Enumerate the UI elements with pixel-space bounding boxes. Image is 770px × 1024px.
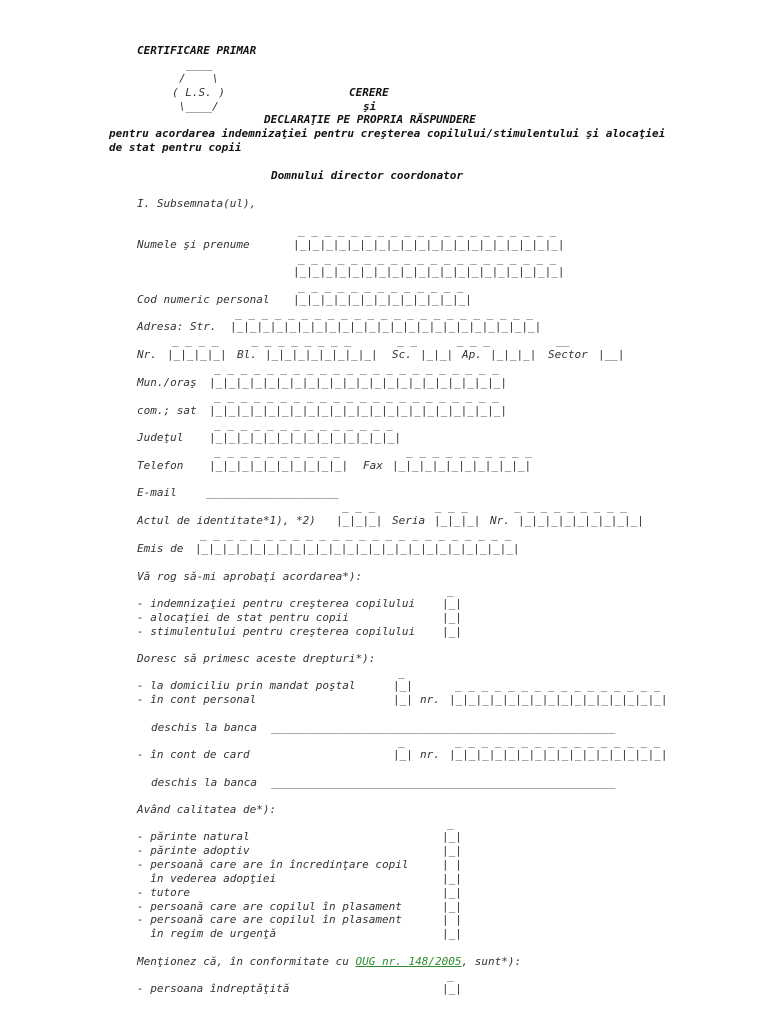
quality-incredintare: - persoană care are în încredinţare copil [137,858,409,871]
payment-cont-personal-label: - în cont personal [137,693,257,706]
emis-label: Emis de [137,542,184,555]
section-intro: I. Subsemnata(ul), [137,197,257,210]
quality-incredintare-cont: în vederea adopţiei [137,872,277,885]
card-boxes-top: _ _ _ _ _ _ _ _ _ _ _ _ _ _ _ _ [455,735,661,748]
quality-checkbox-incredintare[interactable]: | | [442,858,462,871]
address-label: Adresa: Str. [137,320,217,333]
mun-input[interactable]: |_|_|_|_|_|_|_|_|_|_|_|_|_|_|_|_|_|_|_|_|_|_| [209,376,508,389]
judet-label: Judeţul [137,431,184,444]
quality-tutore: - tutore [137,886,190,899]
com-boxes-top: _ _ _ _ _ _ _ _ _ _ _ _ _ _ _ _ _ _ _ _ _ _ [214,390,499,403]
mun-label: Mun./oraş [137,376,197,389]
subject-line-1: pentru acordarea indemnizaţiei pentru creşterea copilului/stimulentului şi alocaţiei [109,127,666,140]
persoana-checkbox[interactable]: |_| [442,982,462,995]
seria-label: Seria [392,514,426,527]
quality-title: Având calitatea de*): [137,803,277,816]
quality-checkbox-tutore[interactable]: |_| [442,886,462,899]
cont-personal-nr-input[interactable]: |_|_|_|_|_|_|_|_|_|_|_|_|_|_|_|_| [449,693,668,706]
card-box-top: _ [398,735,405,748]
banca-label-2: deschis la banca [151,776,257,789]
persoana-box-top: _ [447,969,454,982]
cont-personal-nr-label: nr. [420,693,440,706]
quality-checkbox-adoptie[interactable]: |_| [442,872,462,885]
request-item-stimulent: - stimulentului pentru creşterea copilului [137,625,416,638]
mandat-box-top: _ [398,666,405,679]
quality-parinte-adoptiv: - părinte adoptiv [137,844,250,857]
quality-regim-urgenta: în regim de urgenţă [137,927,277,940]
cerere-title: CERERE [349,86,389,99]
street-boxes-top: _ _ _ _ _ _ _ _ _ _ _ _ _ _ _ _ _ _ _ _ _ _ _ [235,307,534,320]
nr-label: Nr. [137,348,157,361]
judet-boxes-top: _ _ _ _ _ _ _ _ _ _ _ _ _ _ [214,418,393,431]
quality-checkbox-parinte-natural[interactable]: |_| [442,830,462,843]
payment-cont-card-label: - în cont de card [137,748,250,761]
payment-title: Doresc să primesc aceste drepturi*): [137,652,376,665]
quality-plasament: - persoană care are copilul în plasament [137,900,402,913]
bl-label: Bl. [237,348,257,361]
seria-input[interactable]: |_|_|_| [434,514,481,527]
request-title: Vă rog să-mi aprobaţi acordarea*): [137,570,363,583]
bl-input[interactable]: |_|_|_|_|_|_|_|_| [265,348,378,361]
sc-label: Sc. [392,348,412,361]
com-label: com.; sat [137,404,197,417]
nr-boxes-top: _ _ _ _ _ _ _ _ _ _ _ _ _ _ _ _ _ __ [172,334,570,347]
judet-input[interactable]: |_|_|_|_|_|_|_|_|_|_|_|_|_|_| [209,431,402,444]
name-input-row-1[interactable]: |_|_|_|_|_|_|_|_|_|_|_|_|_|_|_|_|_|_|_|_| [293,238,565,251]
quality-checkbox-plasament-urgenta[interactable]: | | [442,913,462,926]
telefon-input[interactable]: |_|_|_|_|_|_|_|_|_|_| [209,459,349,472]
phone-boxes-top: _ _ _ _ _ _ _ _ _ _ _ _ _ _ _ _ _ _ _ _ [214,445,532,458]
mention-line [137,955,521,969]
certificare-primar-title: CERTIFICARE PRIMAR [137,44,257,57]
subject-line-2: de stat pentru copii [109,141,242,154]
payment-mandat-label: - la domiciliu prin mandat poştal [137,679,356,692]
street-input[interactable]: |_|_|_|_|_|_|_|_|_|_|_|_|_|_|_|_|_|_|_|_|_|_|_| [230,320,542,333]
persoana-indreptatita: - persoana îndreptăţită [137,982,290,995]
quality-checkbox-regim-urgenta[interactable]: |_| [442,927,462,940]
com-input[interactable]: |_|_|_|_|_|_|_|_|_|_|_|_|_|_|_|_|_|_|_|_|_|_| [209,404,508,417]
payment-mandat-checkbox[interactable]: |_| [393,679,413,692]
request-item-alocatie: - alocaţiei de stat pentru copii [137,611,349,624]
emis-boxes-top: _ _ _ _ _ _ _ _ _ _ _ _ _ _ _ _ _ _ _ _ _ _ _ _ [200,528,512,541]
cont-card-nr-label: nr. [420,748,440,761]
oug-link[interactable]: OUG nr. 148/2005 [355,955,462,968]
ls-line-4: \____/ [179,100,219,113]
mention-before: Menţionez că, în conformitate cu [137,955,356,968]
request-box-top: _ [447,584,454,597]
request-checkbox-indemnizatie[interactable]: |_| [442,597,462,610]
sc-input[interactable]: |_|_| [420,348,454,361]
cnp-boxes-top: _ _ _ _ _ _ _ _ _ _ _ _ _ [298,280,464,293]
request-item-indemnizatie: - indemnizaţiei pentru creşterea copilului [137,597,416,610]
nr-input[interactable]: |_|_|_|_| [167,348,227,361]
act-boxes-top: _ _ _ _ _ _ _ _ _ _ _ _ _ _ _ [342,500,627,513]
si-word: şi [363,100,377,113]
email-label: E-mail [137,486,177,499]
emis-input[interactable]: |_|_|_|_|_|_|_|_|_|_|_|_|_|_|_|_|_|_|_|_|_|_|_|_| [195,542,520,555]
ls-line-2: / \ [179,72,219,85]
declaratie-title: DECLARAŢIE PE PROPRIA RĂSPUNDERE [264,113,476,126]
act-nr-label: Nr. [490,514,510,527]
sector-label: Sector [548,348,588,361]
name-input-row-2[interactable]: |_|_|_|_|_|_|_|_|_|_|_|_|_|_|_|_|_|_|_|_| [293,265,565,278]
fax-input[interactable]: |_|_|_|_|_|_|_|_|_|_| [392,459,532,472]
sector-input[interactable]: |__| [598,348,625,361]
ls-line-3: ( L.S. ) [172,86,225,99]
mention-after: , sunt*): [461,955,522,968]
banca-input-1[interactable]: ____________________________________________________ [271,721,616,734]
request-checkbox-stimulent[interactable]: |_| [442,625,462,638]
payment-cont-card-checkbox[interactable]: |_| [393,748,413,761]
telefon-label: Telefon [137,459,184,472]
cont-card-nr-input[interactable]: |_|_|_|_|_|_|_|_|_|_|_|_|_|_|_|_| [449,748,668,761]
email-input[interactable]: ____________________ [206,486,339,499]
ls-line-1: ____ [186,58,213,71]
quality-plasament-urgenta: - persoană care are copilul în plasament [137,913,402,926]
quality-parinte-natural: - părinte natural [137,830,250,843]
quality-checkbox-parinte-adoptiv[interactable]: |_| [442,844,462,857]
mun-boxes-top: _ _ _ _ _ _ _ _ _ _ _ _ _ _ _ _ _ _ _ _ _ _ [214,362,499,375]
name-boxes-top-2: _ _ _ _ _ _ _ _ _ _ _ _ _ _ _ _ _ _ _ _ [298,252,557,265]
cnp-input[interactable]: |_|_|_|_|_|_|_|_|_|_|_|_|_| [293,293,472,306]
cnp-label: Cod numeric personal [137,293,270,306]
ap-label: Ap. [462,348,482,361]
ap-input[interactable]: |_|_|_| [490,348,537,361]
cont-boxes-top: _ _ _ _ _ _ _ _ _ _ _ _ _ _ _ _ [455,679,661,692]
addressee: Domnului director coordonator [271,169,464,182]
quality-checkbox-plasament[interactable]: |_| [442,900,462,913]
name-boxes-top-1: _ _ _ _ _ _ _ _ _ _ _ _ _ _ _ _ _ _ _ _ [298,224,557,237]
request-checkbox-alocatie[interactable]: |_| [442,611,462,624]
fax-label: Fax [363,459,383,472]
banca-input-2[interactable]: ____________________________________________________ [271,776,616,789]
act-label: Actul de identitate*1), *2) [137,514,316,527]
payment-cont-personal-checkbox[interactable]: |_| [393,693,413,706]
quality-box-top: _ [447,817,454,830]
name-label: Numele şi prenume [137,238,250,251]
act-nr-input[interactable]: |_|_|_|_|_|_|_|_|_| [518,514,644,527]
banca-label-1: deschis la banca [151,721,257,734]
act-type-input[interactable]: |_|_|_| [336,514,383,527]
